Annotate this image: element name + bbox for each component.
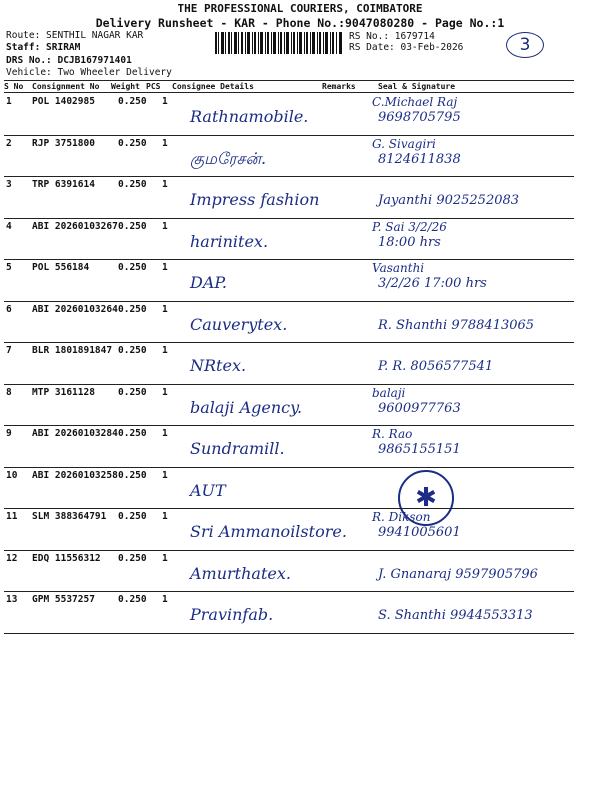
barcode-icon bbox=[215, 32, 343, 54]
seal-stamp-icon: ✱ bbox=[398, 470, 454, 526]
row-weight: 0.250 bbox=[118, 552, 147, 564]
header-bottom-border bbox=[4, 92, 574, 93]
table-row bbox=[0, 385, 600, 426]
row-signature-phone: 3/2/26 17:00 hrs bbox=[378, 276, 487, 291]
row-weight: 0.250 bbox=[118, 220, 147, 232]
row-sno: 12 bbox=[6, 552, 18, 564]
company-title: THE PROFESSIONAL COURIERS, COIMBATORE bbox=[177, 2, 423, 15]
table-row bbox=[0, 468, 600, 513]
row-pcs: 1 bbox=[162, 552, 168, 564]
row-weight: 0.250 bbox=[118, 428, 147, 439]
row-sno: 5 bbox=[6, 262, 12, 273]
row-signature-name: R. Rao bbox=[372, 427, 413, 441]
table-row bbox=[0, 509, 600, 550]
row-consignee-handwriting: DAP. bbox=[190, 273, 227, 292]
col-consignment: Consignment No bbox=[32, 82, 100, 91]
row-consignee-handwriting: Impress fashion bbox=[190, 190, 320, 209]
row-signature-name: balaji bbox=[372, 385, 406, 400]
row-signature-phone: S. Shanthi 9944553313 bbox=[378, 608, 533, 623]
row-signature-phone: R. Shanthi 9788413065 bbox=[378, 317, 535, 333]
row-consignee-handwriting: NRtex. bbox=[190, 356, 247, 375]
row-consignment-no: MTP 3161128 bbox=[32, 386, 95, 398]
row-pcs: 1 bbox=[162, 428, 168, 439]
row-weight: 0.250 bbox=[118, 137, 147, 149]
rs-date: RS Date: 03-Feb-2026 bbox=[349, 42, 464, 53]
table-row bbox=[0, 343, 600, 384]
row-consignment-no: ABI 20260103264 bbox=[32, 303, 118, 315]
row-signature-phone: Jayanthi 9025252083 bbox=[378, 193, 520, 208]
table-row bbox=[0, 177, 600, 218]
row-weight: 0.250 bbox=[118, 345, 147, 356]
row-sno: 6 bbox=[6, 303, 12, 315]
row-signature-phone: 9600977763 bbox=[378, 400, 461, 416]
table-row bbox=[0, 136, 600, 177]
row-signature-name: G. Sivagiri bbox=[372, 136, 436, 151]
row-consignment-no: TRP 6391614 bbox=[32, 179, 95, 190]
row-sno: 7 bbox=[6, 345, 12, 356]
row-consignment-no: SLM 388364791 bbox=[32, 511, 107, 522]
row-signature-name: Vasanthi bbox=[372, 261, 425, 275]
row-consignee-handwriting: Sundramill. bbox=[190, 439, 285, 458]
row-divider bbox=[4, 633, 574, 634]
row-signature-phone: J. Gnanaraj 9597905796 bbox=[378, 566, 538, 582]
row-pcs: 1 bbox=[162, 137, 168, 149]
staff-label: Staff: SRIRAM bbox=[6, 42, 81, 53]
row-pcs: 1 bbox=[162, 96, 168, 107]
row-signature-phone: 9865155151 bbox=[378, 442, 461, 457]
row-consignee-handwriting: Pravinfab. bbox=[190, 605, 274, 624]
row-consignment-no: ABI 20260103284 bbox=[32, 428, 118, 439]
row-consignee-handwriting: Rathnamobile. bbox=[190, 107, 309, 126]
row-signature-phone: 18:00 hrs bbox=[378, 234, 441, 250]
row-consignment-no: ABI 20260103267 bbox=[32, 220, 118, 232]
table-row bbox=[0, 260, 600, 301]
row-signature-phone: P. R. 8056577541 bbox=[378, 359, 494, 374]
row-signature-phone: 9698705795 bbox=[378, 110, 461, 125]
runsheet-title: Delivery Runsheet - KAR - Phone No.:9047080280 - Page No.:1 bbox=[95, 16, 505, 30]
col-sno: S No bbox=[4, 82, 24, 91]
row-consignee-handwriting: balaji Agency. bbox=[190, 397, 303, 417]
row-weight: 0.250 bbox=[118, 511, 147, 522]
table-top-border bbox=[4, 80, 574, 81]
row-weight: 0.250 bbox=[118, 386, 147, 398]
table-row bbox=[0, 551, 600, 592]
row-weight: 0.250 bbox=[118, 96, 147, 107]
row-consignment-no: BLR 1801891847 bbox=[32, 345, 113, 356]
row-weight: 0.250 bbox=[118, 469, 147, 481]
row-pcs: 1 bbox=[162, 469, 168, 481]
row-consignment-no: POL 556184 bbox=[32, 262, 90, 273]
row-consignment-no: RJP 3751800 bbox=[32, 137, 95, 149]
table-row bbox=[0, 94, 600, 135]
row-consignee-handwriting: Cauverytex. bbox=[190, 314, 288, 334]
row-sno: 2 bbox=[6, 137, 12, 149]
row-pcs: 1 bbox=[162, 511, 168, 522]
row-sno: 13 bbox=[6, 594, 18, 605]
row-sno: 8 bbox=[6, 386, 12, 398]
col-pcs: PCS bbox=[146, 82, 161, 91]
row-sno: 4 bbox=[6, 220, 12, 232]
page-mark-circle: 3 bbox=[506, 32, 544, 58]
table-row bbox=[0, 426, 600, 467]
row-sno: 3 bbox=[6, 179, 12, 190]
table-row bbox=[0, 219, 600, 260]
row-signature-name: R. Dikson bbox=[372, 510, 431, 524]
row-sno: 1 bbox=[6, 96, 12, 107]
vehicle-label: Vehicle: Two Wheeler Delivery bbox=[6, 67, 172, 78]
row-signature-phone: 9941005601 bbox=[378, 525, 461, 540]
row-pcs: 1 bbox=[162, 262, 168, 273]
row-consignee-handwriting: AUT bbox=[190, 480, 226, 500]
row-sno: 9 bbox=[6, 428, 12, 439]
row-pcs: 1 bbox=[162, 220, 168, 232]
row-pcs: 1 bbox=[162, 386, 168, 398]
col-weight: Weight bbox=[111, 82, 140, 91]
row-consignee-handwriting: குமரேசன். bbox=[190, 148, 267, 168]
row-sno: 10 bbox=[6, 469, 18, 481]
table-row bbox=[0, 592, 600, 633]
row-weight: 0.250 bbox=[118, 594, 147, 605]
col-consignee: Consignee Details bbox=[172, 82, 254, 91]
table-row bbox=[0, 302, 600, 343]
row-consignment-no: EDQ 11556312 bbox=[32, 552, 101, 564]
col-seal: Seal & Signature bbox=[378, 82, 456, 91]
row-pcs: 1 bbox=[162, 594, 168, 605]
row-consignment-no: POL 1402985 bbox=[32, 96, 95, 107]
row-weight: 0.250 bbox=[118, 303, 147, 315]
row-weight: 0.250 bbox=[118, 262, 147, 273]
row-consignee-handwriting: Sri Ammanoilstore. bbox=[190, 522, 347, 541]
row-pcs: 1 bbox=[162, 179, 168, 190]
row-consignment-no: ABI 20260103258 bbox=[32, 469, 118, 481]
row-pcs: 1 bbox=[162, 345, 168, 356]
row-signature-name: P. Sai 3/2/26 bbox=[372, 219, 447, 234]
row-sno: 11 bbox=[6, 511, 18, 522]
row-consignment-no: GPM 5537257 bbox=[32, 594, 95, 605]
rs-number: RS No.: 1679714 bbox=[349, 31, 435, 42]
row-consignee-handwriting: harinitex. bbox=[190, 231, 269, 251]
row-signature-name: C.Michael Raj bbox=[372, 95, 458, 109]
col-remarks: Remarks bbox=[322, 82, 356, 91]
row-signature-phone: 8124611838 bbox=[378, 151, 461, 167]
row-pcs: 1 bbox=[162, 303, 168, 315]
route-label: Route: SENTHIL NAGAR KAR bbox=[6, 30, 144, 41]
drs-number: DRS No.: DCJB167971401 bbox=[6, 55, 132, 66]
row-weight: 0.250 bbox=[118, 179, 147, 190]
row-consignee-handwriting: Amurthatex. bbox=[190, 563, 291, 583]
